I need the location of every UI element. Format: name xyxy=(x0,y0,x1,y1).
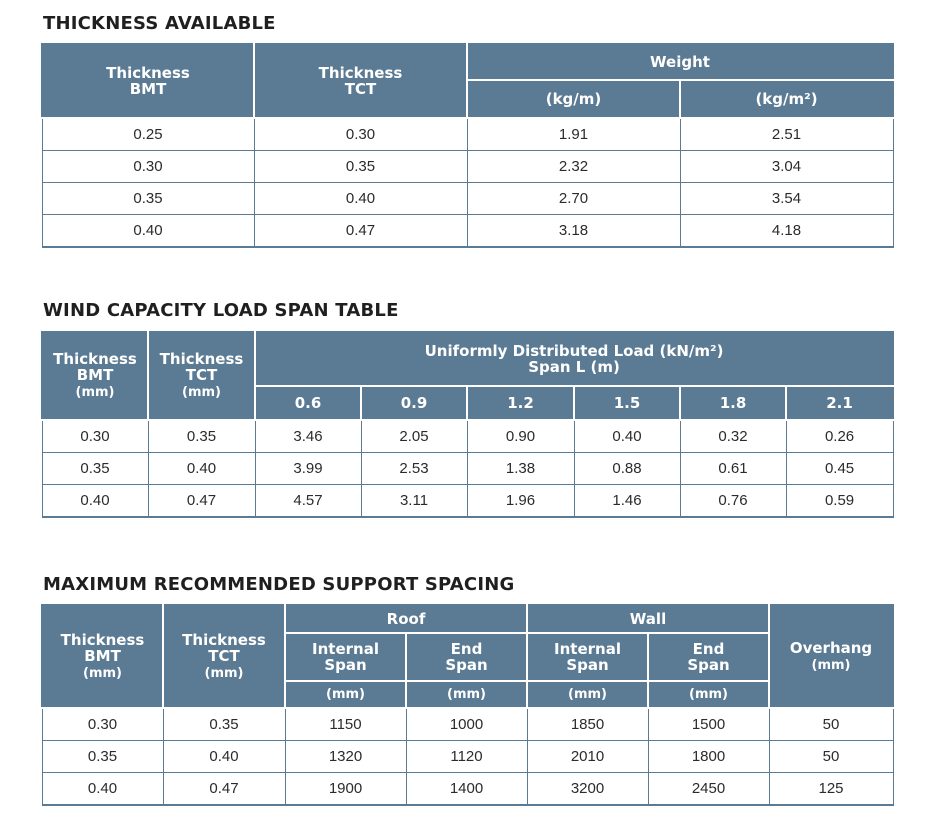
table-cell: 0.32 xyxy=(680,420,786,453)
header-unit-wall-internal: (mm) xyxy=(527,681,648,708)
table-cell: 0.35 xyxy=(42,453,148,485)
table-cell: 0.35 xyxy=(254,151,467,183)
header-thickness-bmt: Thickness BMT (mm) xyxy=(42,605,163,708)
table-cell: 0.47 xyxy=(148,485,255,518)
table-cell: 0.40 xyxy=(163,741,285,773)
wind-capacity-table xyxy=(41,331,894,518)
support-spacing-title: MAXIMUM RECOMMENDED SUPPORT SPACING xyxy=(43,574,515,595)
table-cell: 2.32 xyxy=(467,151,680,183)
table-cell: 0.30 xyxy=(42,708,163,741)
table-cell: 1.91 xyxy=(467,118,680,151)
table-cell: 0.76 xyxy=(680,485,786,518)
table-cell: 1800 xyxy=(648,741,769,773)
header-thickness-bmt: Thickness BMT xyxy=(42,44,254,118)
table-cell: 2450 xyxy=(648,773,769,806)
table-cell: 3.04 xyxy=(680,151,893,183)
table-row xyxy=(42,773,893,806)
table-cell: 1.46 xyxy=(574,485,680,518)
header-wall-end-span: End Span xyxy=(648,633,769,681)
table-cell: 2.51 xyxy=(680,118,893,151)
header-roof-internal-span: Internal Span xyxy=(285,633,406,681)
table-row xyxy=(42,183,893,215)
table-cell: 1.96 xyxy=(467,485,574,518)
table-cell: 50 xyxy=(769,708,893,741)
header-span-2-1: 2.1 xyxy=(786,386,893,420)
table-row xyxy=(42,118,893,151)
table-cell: 0.90 xyxy=(467,420,574,453)
thickness-table xyxy=(41,43,894,248)
header-thickness-tct: Thickness TCT (mm) xyxy=(148,332,255,420)
table-cell: 0.47 xyxy=(163,773,285,806)
table-cell: 3.99 xyxy=(255,453,361,485)
header-wall: Wall xyxy=(527,605,769,633)
table-cell: 0.40 xyxy=(574,420,680,453)
table-cell: 1120 xyxy=(406,741,527,773)
support-spacing-table-body xyxy=(42,708,893,805)
thickness-table-body xyxy=(42,118,893,247)
header-span-0-9: 0.9 xyxy=(361,386,467,420)
table-cell: 1000 xyxy=(406,708,527,741)
table-cell: 2010 xyxy=(527,741,648,773)
table-cell: 1850 xyxy=(527,708,648,741)
header-weight-kg-m2: (kg/m²) xyxy=(680,80,893,118)
table-cell: 0.35 xyxy=(163,708,285,741)
table-cell: 4.57 xyxy=(255,485,361,518)
table-row xyxy=(42,215,893,248)
table-cell: 2.70 xyxy=(467,183,680,215)
header-unit-roof-end: (mm) xyxy=(406,681,527,708)
table-row xyxy=(42,741,893,773)
table-row xyxy=(42,485,893,518)
header-span-1-5: 1.5 xyxy=(574,386,680,420)
thickness-available-title: THICKNESS AVAILABLE xyxy=(43,13,276,34)
table-cell: 1320 xyxy=(285,741,406,773)
table-cell: 4.18 xyxy=(680,215,893,248)
header-wall-internal-span: Internal Span xyxy=(527,633,648,681)
header-unit-roof-internal: (mm) xyxy=(285,681,406,708)
table-cell: 2.05 xyxy=(361,420,467,453)
table-cell: 0.35 xyxy=(42,183,254,215)
table-cell: 3200 xyxy=(527,773,648,806)
table-cell: 0.45 xyxy=(786,453,893,485)
wind-capacity-title: WIND CAPACITY LOAD SPAN TABLE xyxy=(43,300,399,321)
table-cell: 0.40 xyxy=(42,773,163,806)
table-cell: 1400 xyxy=(406,773,527,806)
table-cell: 0.25 xyxy=(42,118,254,151)
table-cell: 0.40 xyxy=(42,215,254,248)
table-cell: 3.11 xyxy=(361,485,467,518)
header-span-1-8: 1.8 xyxy=(680,386,786,420)
table-row xyxy=(42,453,893,485)
table-cell: 0.26 xyxy=(786,420,893,453)
table-cell: 0.35 xyxy=(42,741,163,773)
table-cell: 0.47 xyxy=(254,215,467,248)
header-overhang: Overhang (mm) xyxy=(769,605,893,708)
header-thickness-tct: Thickness TCT (mm) xyxy=(163,605,285,708)
header-weight: Weight xyxy=(467,44,893,80)
support-spacing-table xyxy=(41,604,894,806)
table-row xyxy=(42,420,893,453)
header-unit-wall-end: (mm) xyxy=(648,681,769,708)
table-cell: 0.59 xyxy=(786,485,893,518)
header-roof-end-span: End Span xyxy=(406,633,527,681)
table-cell: 3.18 xyxy=(467,215,680,248)
header-thickness-tct: Thickness TCT xyxy=(254,44,467,118)
table-cell: 3.54 xyxy=(680,183,893,215)
table-cell: 0.30 xyxy=(254,118,467,151)
wind-capacity-table-body xyxy=(42,420,893,517)
header-distributed-load: Uniformly Distributed Load (kN/m²) Span L (m) xyxy=(255,332,893,386)
table-cell: 1150 xyxy=(285,708,406,741)
table-cell: 0.40 xyxy=(254,183,467,215)
table-cell: 50 xyxy=(769,741,893,773)
table-cell: 0.30 xyxy=(42,151,254,183)
header-roof: Roof xyxy=(285,605,527,633)
table-cell: 125 xyxy=(769,773,893,806)
table-cell: 1900 xyxy=(285,773,406,806)
header-span-1-2: 1.2 xyxy=(467,386,574,420)
table-cell: 3.46 xyxy=(255,420,361,453)
table-cell: 0.30 xyxy=(42,420,148,453)
table-cell: 0.40 xyxy=(42,485,148,518)
table-row xyxy=(42,708,893,741)
table-cell: 0.88 xyxy=(574,453,680,485)
header-span-0-6: 0.6 xyxy=(255,386,361,420)
header-weight-kg-m: (kg/m) xyxy=(467,80,680,118)
table-cell: 2.53 xyxy=(361,453,467,485)
table-cell: 0.40 xyxy=(148,453,255,485)
table-cell: 1.38 xyxy=(467,453,574,485)
table-row xyxy=(42,151,893,183)
table-cell: 0.61 xyxy=(680,453,786,485)
header-thickness-bmt: Thickness BMT (mm) xyxy=(42,332,148,420)
table-cell: 1500 xyxy=(648,708,769,741)
table-cell: 0.35 xyxy=(148,420,255,453)
